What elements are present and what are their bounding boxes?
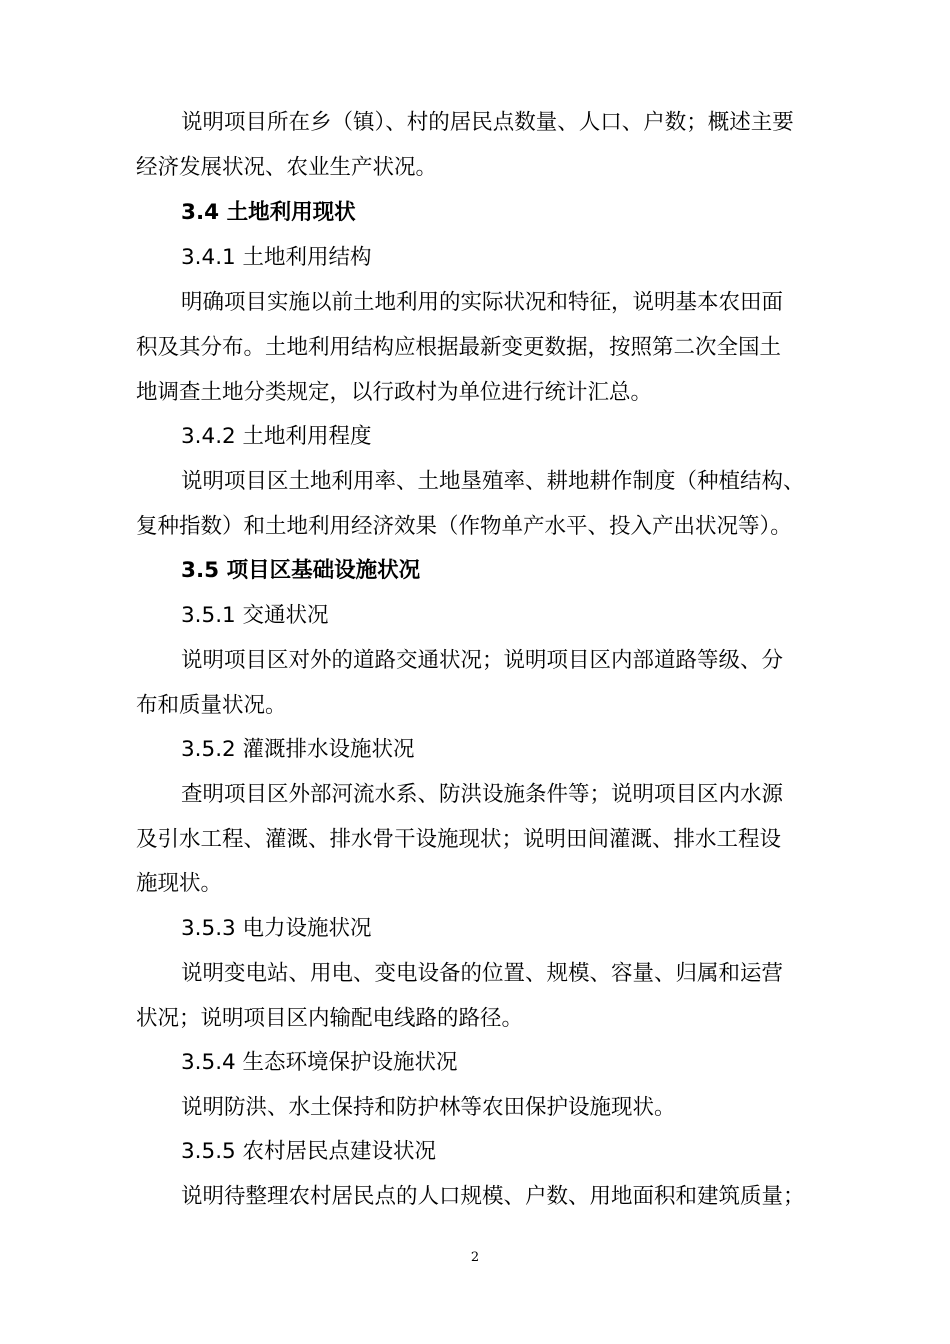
paragraph-line: 积及其分布。土地利用结构应根据最新变更数据，按照第二次全国土 <box>136 335 782 360</box>
subsection-heading: 3.5.2 灌溉排水设施状况 <box>181 737 415 762</box>
paragraph-line: 查明项目区外部河流水系、防洪设施条件等；说明项目区内水源 <box>181 782 784 807</box>
paragraph-line: 说明变电站、用电、变电设备的位置、规模、容量、归属和运营 <box>181 961 784 986</box>
paragraph-line: 布和质量状况。 <box>136 693 287 718</box>
paragraph-line: 说明项目区对外的道路交通状况；说明项目区内部道路等级、分 <box>181 648 784 673</box>
section-heading: 3.5 项目区基础设施状况 <box>181 558 421 583</box>
subsection-heading: 3.4.1 土地利用结构 <box>181 245 372 270</box>
paragraph-line: 复种指数）和土地利用经济效果（作物单产水平、投入产出状况等）。 <box>136 514 792 539</box>
paragraph-line: 状况；说明项目区内输配电线路的路径。 <box>136 1006 524 1031</box>
paragraph-line: 说明项目所在乡（镇）、村的居民点数量、人口、户数；概述主要 <box>181 110 794 135</box>
paragraph-line: 地调查土地分类规定，以行政村为单位进行统计汇总。 <box>136 380 653 405</box>
subsection-heading: 3.4.2 土地利用程度 <box>181 424 372 449</box>
subsection-heading: 3.5.4 生态环境保护设施状况 <box>181 1050 458 1075</box>
subsection-heading: 3.5.1 交通状况 <box>181 603 329 628</box>
paragraph-line: 及引水工程、灌溉、排水骨干设施现状；说明田间灌溉、排水工程设 <box>136 827 782 852</box>
subsection-heading: 3.5.3 电力设施状况 <box>181 916 372 941</box>
paragraph-line: 明确项目实施以前土地利用的实际状况和特征，说明基本农田面 <box>181 290 784 315</box>
subsection-heading: 3.5.5 农村居民点建设状况 <box>181 1139 437 1164</box>
page-number: 2 <box>470 1250 480 1265</box>
paragraph-line: 说明防洪、水土保持和防护林等农田保护设施现状。 <box>181 1095 676 1120</box>
paragraph-line: 施现状。 <box>136 871 223 896</box>
paragraph-line: 说明待整理农村居民点的人口规模、户数、用地面积和建筑质量； <box>181 1184 805 1209</box>
section-heading: 3.4 土地利用现状 <box>181 200 356 225</box>
paragraph-line: 经济发展状况、农业生产状况。 <box>136 155 438 180</box>
paragraph-line: 说明项目区土地利用率、土地垦殖率、耕地耕作制度（种植结构、 <box>181 469 805 494</box>
